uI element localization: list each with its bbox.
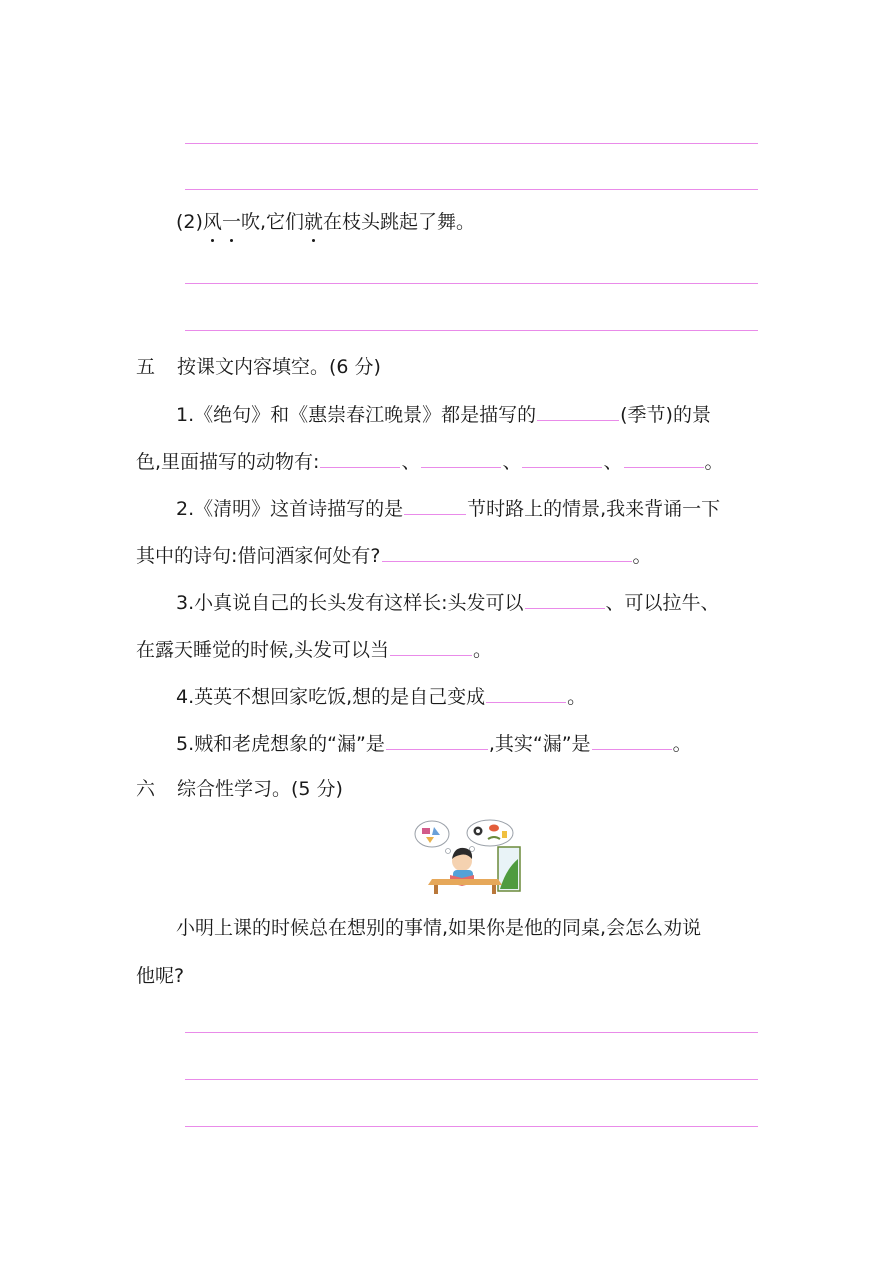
fill-blank[interactable] [320, 449, 400, 468]
section-5-heading [136, 354, 892, 380]
answer-line[interactable] [185, 189, 758, 190]
answer-line[interactable] [185, 143, 758, 144]
item-2-line-1 [176, 496, 892, 522]
item-3-line-2 [136, 637, 892, 663]
period: 。 [704, 451, 724, 473]
item-text: ,其实“漏”是 [488, 733, 591, 755]
item-text: 其中的诗句:借问酒家何处有? [136, 545, 381, 567]
dotted-char: 一 [221, 211, 241, 233]
prompt-line-1: 小明上课的时候总在想别的事情,如果你是他的同桌,会怎么劝说 [176, 917, 702, 939]
sentence-text: 在枝头跳起了舞。 [323, 211, 476, 233]
item-text: 1.《绝句》和《惠崇春江晚景》都是描写的 [176, 404, 537, 426]
separator: 、 [502, 451, 522, 473]
item-1-line-1 [176, 402, 892, 428]
fill-blank[interactable] [525, 590, 605, 609]
item-text: 3.小真说自己的长头发有这样长:头发可以 [176, 592, 524, 614]
answer-line[interactable] [185, 1079, 758, 1080]
fill-blank[interactable] [486, 684, 566, 703]
fill-blank[interactable] [404, 496, 466, 515]
answer-line[interactable] [185, 1126, 758, 1127]
item-text: 5.贼和老虎想象的“漏”是 [176, 733, 385, 755]
fill-blank[interactable] [537, 402, 619, 421]
answer-line[interactable] [185, 330, 758, 331]
fill-blank[interactable] [382, 543, 632, 562]
sentence-number: (2) [176, 211, 203, 233]
period: 。 [672, 733, 692, 755]
item-text: 节时路上的情景,我来背诵一下 [467, 498, 721, 520]
item-4 [176, 684, 892, 710]
item-text: 2.《清明》这首诗描写的是 [176, 498, 404, 520]
fill-blank[interactable] [386, 731, 488, 750]
item-text: (季节)的景 [620, 404, 711, 426]
dotted-char: 就 [304, 211, 324, 233]
section-6-heading [136, 776, 892, 802]
section-number: 五 [136, 356, 156, 378]
item-text: 4.英英不想回家吃饭,想的是自己变成 [176, 686, 486, 708]
item-2-line-2 [136, 543, 892, 569]
fill-blank[interactable] [522, 449, 602, 468]
fill-blank[interactable] [421, 449, 501, 468]
prompt-line-2: 他呢? [136, 965, 185, 987]
dotted-char: 风 [202, 211, 222, 233]
fill-blank[interactable] [624, 449, 704, 468]
period: 。 [473, 639, 493, 661]
period: 。 [567, 686, 587, 708]
item-5 [176, 731, 892, 757]
item-text: 、可以拉牛、 [605, 592, 720, 614]
item-1-line-2 [136, 449, 892, 475]
period: 。 [632, 545, 652, 567]
section-title: 综合性学习。(5 分) [177, 778, 343, 800]
section-title: 按课文内容填空。(6 分) [177, 356, 381, 378]
section-number: 六 [136, 778, 156, 800]
fill-blank[interactable] [592, 731, 672, 750]
answer-line[interactable] [185, 283, 758, 284]
item-text: 色,里面描写的动物有: [136, 451, 320, 473]
separator: 、 [401, 451, 421, 473]
daydreaming-boy-illustration [412, 819, 522, 895]
fill-blank[interactable] [390, 637, 472, 656]
item-3-line-1 [176, 590, 892, 616]
separator: 、 [603, 451, 623, 473]
sentence-text: 吹,它们 [240, 211, 304, 233]
sentence-2 [176, 209, 892, 235]
answer-line[interactable] [185, 1032, 758, 1033]
item-text: 在露天睡觉的时候,头发可以当 [136, 639, 390, 661]
